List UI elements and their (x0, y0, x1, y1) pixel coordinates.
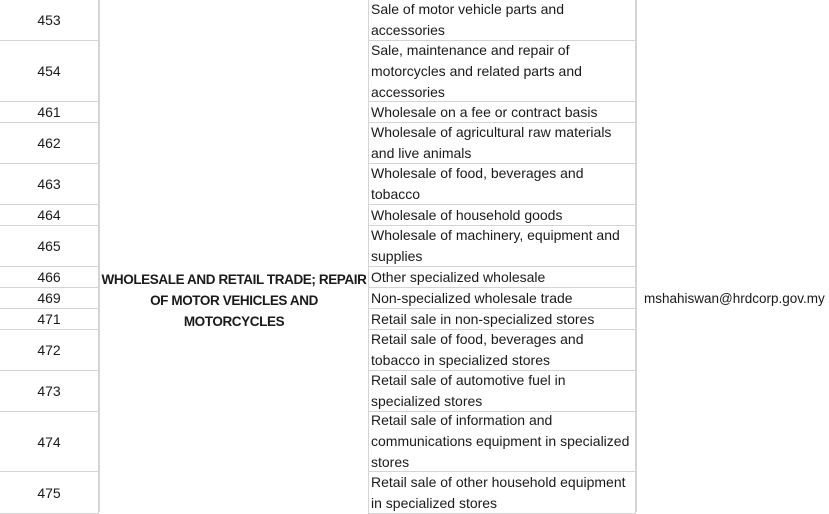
description-cell[interactable]: Sale, maintenance and repair of motorcycles and related parts and accessories (368, 41, 636, 102)
code-cell[interactable]: 469 (0, 288, 99, 309)
description-cell[interactable]: Retail sale of other household equipment in specialized stores (368, 472, 636, 514)
description-cell[interactable]: Retail sale of information and communications equipment in specialized stores (368, 412, 636, 472)
code-cell[interactable]: 466 (0, 267, 99, 288)
section-label-cell[interactable]: WHOLESALE AND RETAIL TRADE; REPAIR OF MOTOR VEHICLES AND MOTORCYCLES (101, 271, 367, 329)
description-cell[interactable]: Retail sale of food, beverages and tobacco in specialized stores (368, 330, 636, 371)
description-cell[interactable]: Wholesale of machinery, equipment and supplies (368, 226, 636, 267)
code-cell[interactable]: 475 (0, 472, 99, 514)
code-cell[interactable]: 454 (0, 41, 99, 102)
code-cell[interactable]: 453 (0, 0, 99, 41)
code-cell[interactable]: 472 (0, 330, 99, 371)
description-cell[interactable]: Wholesale of food, beverages and tobacco (368, 164, 636, 205)
description-cell[interactable]: Other specialized wholesale (368, 267, 636, 288)
code-cell[interactable]: 471 (0, 309, 99, 330)
code-cell[interactable]: 463 (0, 164, 99, 205)
description-cell[interactable]: Wholesale on a fee or contract basis (368, 102, 636, 123)
code-cell[interactable]: 461 (0, 102, 99, 123)
code-cell[interactable]: 462 (0, 123, 99, 164)
description-cell[interactable]: Retail sale in non-specialized stores (368, 309, 636, 330)
column-divider (99, 0, 100, 512)
description-cell[interactable]: Wholesale of agricultural raw materials and live animals (368, 123, 636, 164)
description-cell[interactable]: Non-specialized wholesale trade (368, 288, 636, 309)
description-cell[interactable]: Retail sale of automotive fuel in specialized stores (368, 371, 636, 412)
code-cell[interactable]: 474 (0, 412, 99, 472)
code-cell[interactable]: 464 (0, 205, 99, 226)
code-cell[interactable]: 465 (0, 226, 99, 267)
contact-email-cell[interactable]: mshahiswan@hrdcorp.gov.my (644, 291, 825, 306)
code-cell[interactable]: 473 (0, 371, 99, 412)
description-cell[interactable]: Wholesale of household goods (368, 205, 636, 226)
column-divider (636, 0, 637, 512)
description-cell[interactable]: Sale of motor vehicle parts and accessories (368, 0, 636, 41)
